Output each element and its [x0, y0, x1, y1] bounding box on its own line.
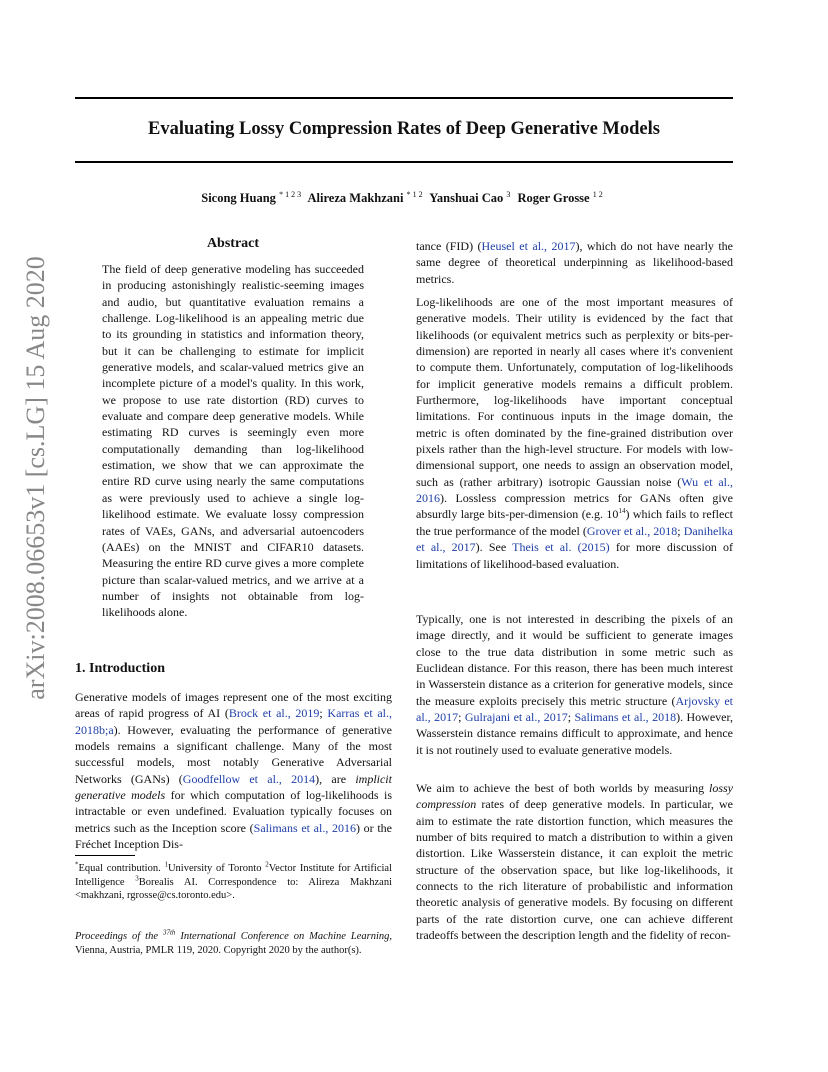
text-run: tance (FID) (	[416, 239, 482, 253]
citation-link[interactable]: Danihelka et al., 2017	[416, 523, 733, 555]
text-run: ) which fails to reflect the true performance of the model (	[416, 507, 733, 538]
citation-link[interactable]: Gulrajani et al., 2017	[464, 710, 568, 725]
citation-link[interactable]: Goodfellow et al., 2014	[182, 771, 316, 786]
superscript: 37th	[162, 928, 176, 937]
right-column-paragraph	[416, 294, 733, 572]
right-column-paragraph	[416, 238, 733, 287]
text-run: Vector Institute for Artificial Intelligence	[75, 863, 392, 888]
text-run: Borealis AI. Correspondence to: Alireza Makhzani <makhzani, rgrosse@cs.toronto.edu>.	[75, 876, 392, 902]
superscript: 14	[618, 507, 626, 516]
text-run: , Vienna, Austria, PMLR 119, 2020. Copyright 2020 by the author(s).	[75, 931, 392, 956]
footnote-affiliations	[75, 862, 392, 903]
author-affiliation-marks: * 1 2 3	[279, 190, 302, 199]
citation-link[interactable]: Wu et al., 2016	[416, 474, 733, 506]
text-run: Proceedings of the	[75, 931, 163, 942]
text-run: ). However, evaluating the performance of generative models remains a significant challenge. Many of the most successful models, most notably Generative Adversarial Networks (GANs) (	[75, 722, 392, 786]
text-run: Equal contribution.	[78, 863, 165, 874]
citation-link[interactable]: Theis et al. (2015)	[512, 540, 610, 555]
text-run: ), are	[315, 771, 356, 786]
citation-link[interactable]: Karras et al., 2018b;a	[75, 706, 392, 737]
right-column-paragraph	[416, 780, 733, 943]
abstract-heading: Abstract	[206, 236, 260, 251]
text-run: University of Toronto	[167, 863, 266, 874]
author-affiliation-marks: 1 2	[592, 190, 603, 199]
citation-link[interactable]: Arjovsky et al., 2017	[416, 693, 733, 725]
author-list	[75, 190, 733, 206]
citation-link[interactable]: Brock et al., 2019	[228, 706, 320, 721]
footnote-mark: *	[75, 860, 79, 869]
intro-paragraph	[75, 689, 392, 852]
text-run: ). Lossless compression metrics for GANs often give absurdly large bits-per-dimension (e.g. 10	[416, 491, 733, 522]
text-run: We aim to achieve the best of both worlds by measuring	[416, 781, 709, 795]
arxiv-stamp-text: arXiv:2008.06653v1 [cs.LG] 15 Aug 2020	[21, 256, 50, 700]
text-run: ;	[677, 523, 684, 538]
right-column-paragraph	[416, 611, 733, 758]
author-name: Roger Grosse	[517, 191, 590, 206]
text-run: Generative models of images represent one of the most exciting areas of rapid progress of AI (	[75, 690, 392, 721]
author-name: Alireza Makhzani	[307, 191, 404, 206]
section-heading-introduction: 1. Introduction	[75, 661, 165, 676]
text-run: ). See	[475, 540, 513, 555]
text-run: ;	[319, 706, 328, 721]
emphasis-text: implicit generative models	[75, 771, 392, 803]
author-affiliation-marks: 3	[506, 190, 511, 199]
footnote-mark: 2	[265, 860, 269, 869]
author-affiliation-marks: * 1 2	[406, 190, 423, 199]
footnote-mark: 3	[135, 874, 139, 883]
author-name: Yanshuai Cao	[429, 191, 504, 206]
footnote-mark: 1	[164, 860, 168, 869]
citation-link[interactable]: Salimans et al., 2016	[253, 820, 356, 835]
footnote-proceedings	[75, 930, 392, 957]
citation-link[interactable]: Grover et al., 2018	[586, 523, 678, 538]
text-run: for more discussion of limitations of likelihood-based evaluation.	[416, 540, 733, 571]
text-run: ;	[458, 710, 465, 725]
abstract-text: The field of deep generative modeling has succeeded in producing astonishingly realistic-seeming images and audio, but quantitative evaluation remains a challenge. Log-likelihood is an appealing metric due to its grounding in statistics and information theory, but it can be challenging to estimate for implicit generative models, and scalar-valued metrics give an incomplete picture of a model's quality. In this work, we propose to use rate distortion (RD) curves to evaluate and compare deep generative models. While estimating RD curves is seemingly even more computationally demanding than log-likelihood estimation, we show that we can approximate the entire RD curve using nearly the same computations as were previously used to achieve a single log-likelihood estimate. We evaluate lossy compression rates of VAEs, GANs, and adversarial autoencoders (AAEs) on the MNIST and CIFAR10 datasets. Measuring the entire RD curve gives a more complete picture than scalar-valued metrics, and we arrive at a number of insights not obtainable from log-likelihoods alone.	[102, 262, 364, 620]
title-top-rule	[75, 97, 733, 99]
text-run: ) or the Fréchet Inception Dis-	[75, 820, 392, 852]
author-name: Sicong Huang	[201, 191, 276, 206]
paper-title: Evaluating Lossy Compression Rates of Deep Generative Models	[148, 119, 660, 139]
emphasis-text: lossy compression	[416, 781, 733, 812]
title-bottom-rule	[75, 161, 733, 163]
text-run: for which computation of log-likelihoods is intractable or even undefined. Evaluation typically focuses on metrics such as the Inception score (	[75, 788, 392, 835]
text-run: rates of deep generative models. In particular, we aim to estimate the rate distortion function, which measures the number of bits required to match a distribution to within a given distortion. Like Wasserstein distance, it can exploit the metric structure of the observation space, but like log-likelihoods, it connects to the rich literature of probabilistic and information theoretic analysis of generative models. By focusing on different parts of the rate distortion curve, one can achieve different tradeoffs between the description length and the fidelity of recon-	[416, 797, 733, 943]
citation-link[interactable]: Salimans et al., 2018	[574, 710, 677, 725]
text-run: Typically, one is not interested in describing the pixels of an image directly, and it would be sufficient to generate images close to the true data distribution in some metric such as Euclidean distance. For this reason, there has been much interest in Wasserstein distance as a criterion for generative models, since the measure exploits precisely this metric structure (	[416, 612, 733, 708]
text-run: ). However, Wasserstein distance remains difficult to approximate, and hence it is not routinely used to evaluate generative models.	[416, 710, 733, 757]
text-run: Log-likelihoods are one of the most important measures of generative models. Their utility is evidenced by the fact that likelihoods (or equivalent metrics such as perplexity or bits-per-dimension) are reported in nearly all cases where it's convenient to compute them. Unfortunately, computation of log-likelihoods for implicit generative models remains a difficult problem. Furthermore, log-likelihoods have important conceptual limitations. For continuous inputs in the image domain, the metric is often dominated by the fine-grained distribution over pixels rather than the high-level structure. For models with low-dimensional support, one needs to assign an observation model, such as (rather arbitrary) isotropic Gaussian noise (	[416, 295, 733, 489]
citation-link[interactable]: Heusel et al., 2017	[481, 239, 576, 253]
text-run: International Conference on Machine Learning	[175, 931, 390, 942]
text-run: ), which do not have nearly the same degree of theoretical underpinning as likelihood-based metrics.	[416, 239, 734, 286]
footnote-rule	[75, 855, 135, 856]
text-run: ;	[567, 710, 575, 725]
